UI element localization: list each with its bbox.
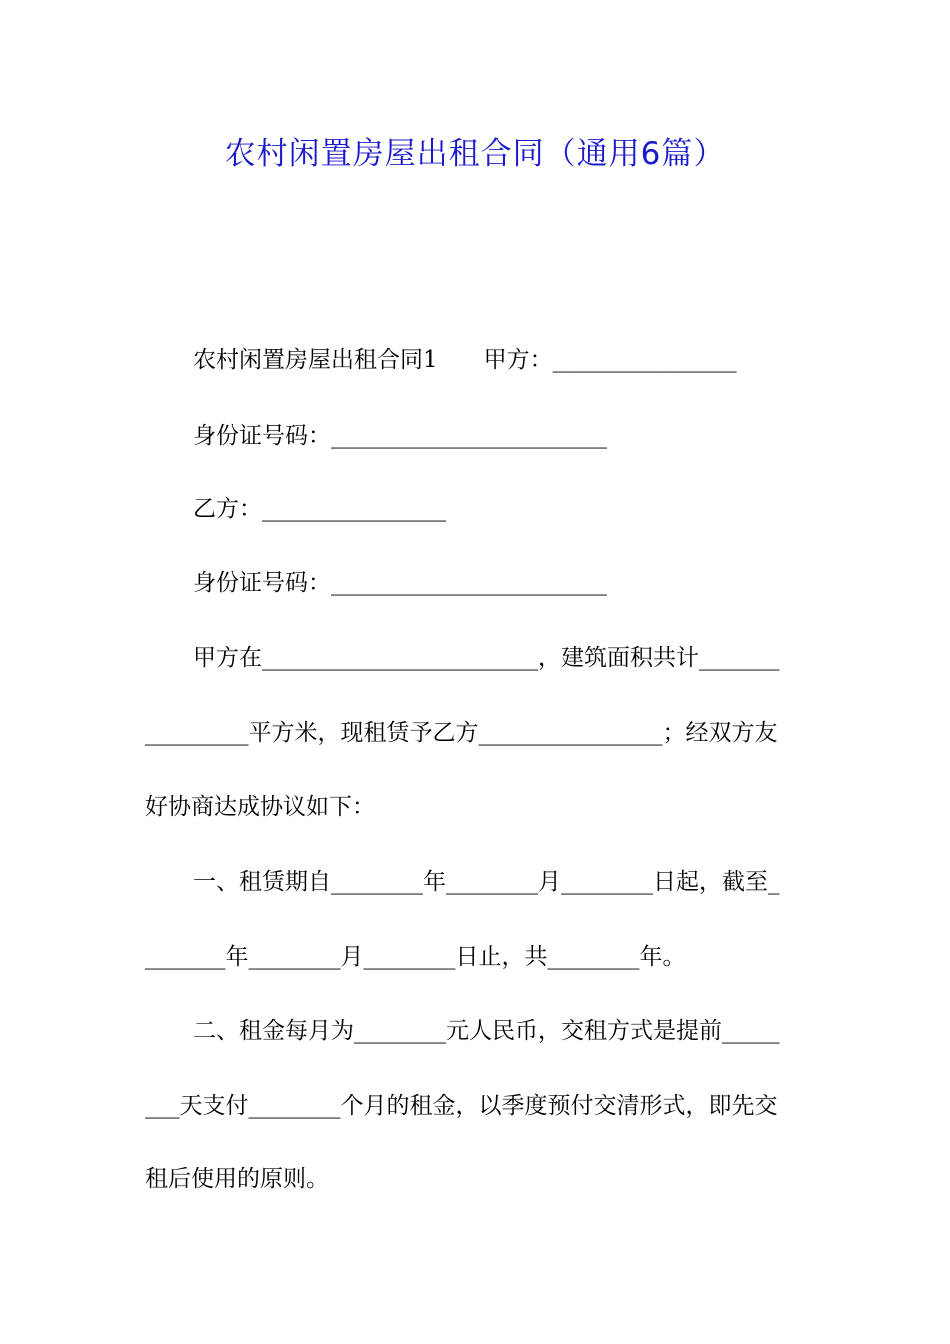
paragraph-line: 身份证号码：________________________: [193, 423, 607, 449]
paragraph-line: 乙方：________________: [193, 496, 446, 522]
document-title: 农村闲置房屋出租合同（通用6篇）: [224, 136, 726, 172]
paragraph-line: 甲方在________________________，建筑面积共计_______: [193, 645, 780, 671]
paragraph-line: 一、租赁期自________年________月________日起，截至_: [193, 869, 780, 895]
paragraph-line: 农村闲置房屋出租合同1 甲方：________________: [193, 347, 737, 373]
paragraph-line: ___天支付________个月的租金，以季度预付交清形式，即先交: [145, 1093, 778, 1119]
paragraph-line: _______年________月________日止，共________年。: [145, 944, 686, 970]
paragraph-line: 好协商达成协议如下：: [145, 794, 375, 820]
paragraph-line: _________平方米，现租赁予乙方________________；经双方友: [145, 720, 778, 746]
paragraph-line: 身份证号码：________________________: [193, 570, 607, 596]
paragraph-line: 二、租金每月为________元人民币，交租方式是提前_____: [193, 1018, 780, 1044]
paragraph-line: 租后使用的原则。: [145, 1166, 329, 1192]
